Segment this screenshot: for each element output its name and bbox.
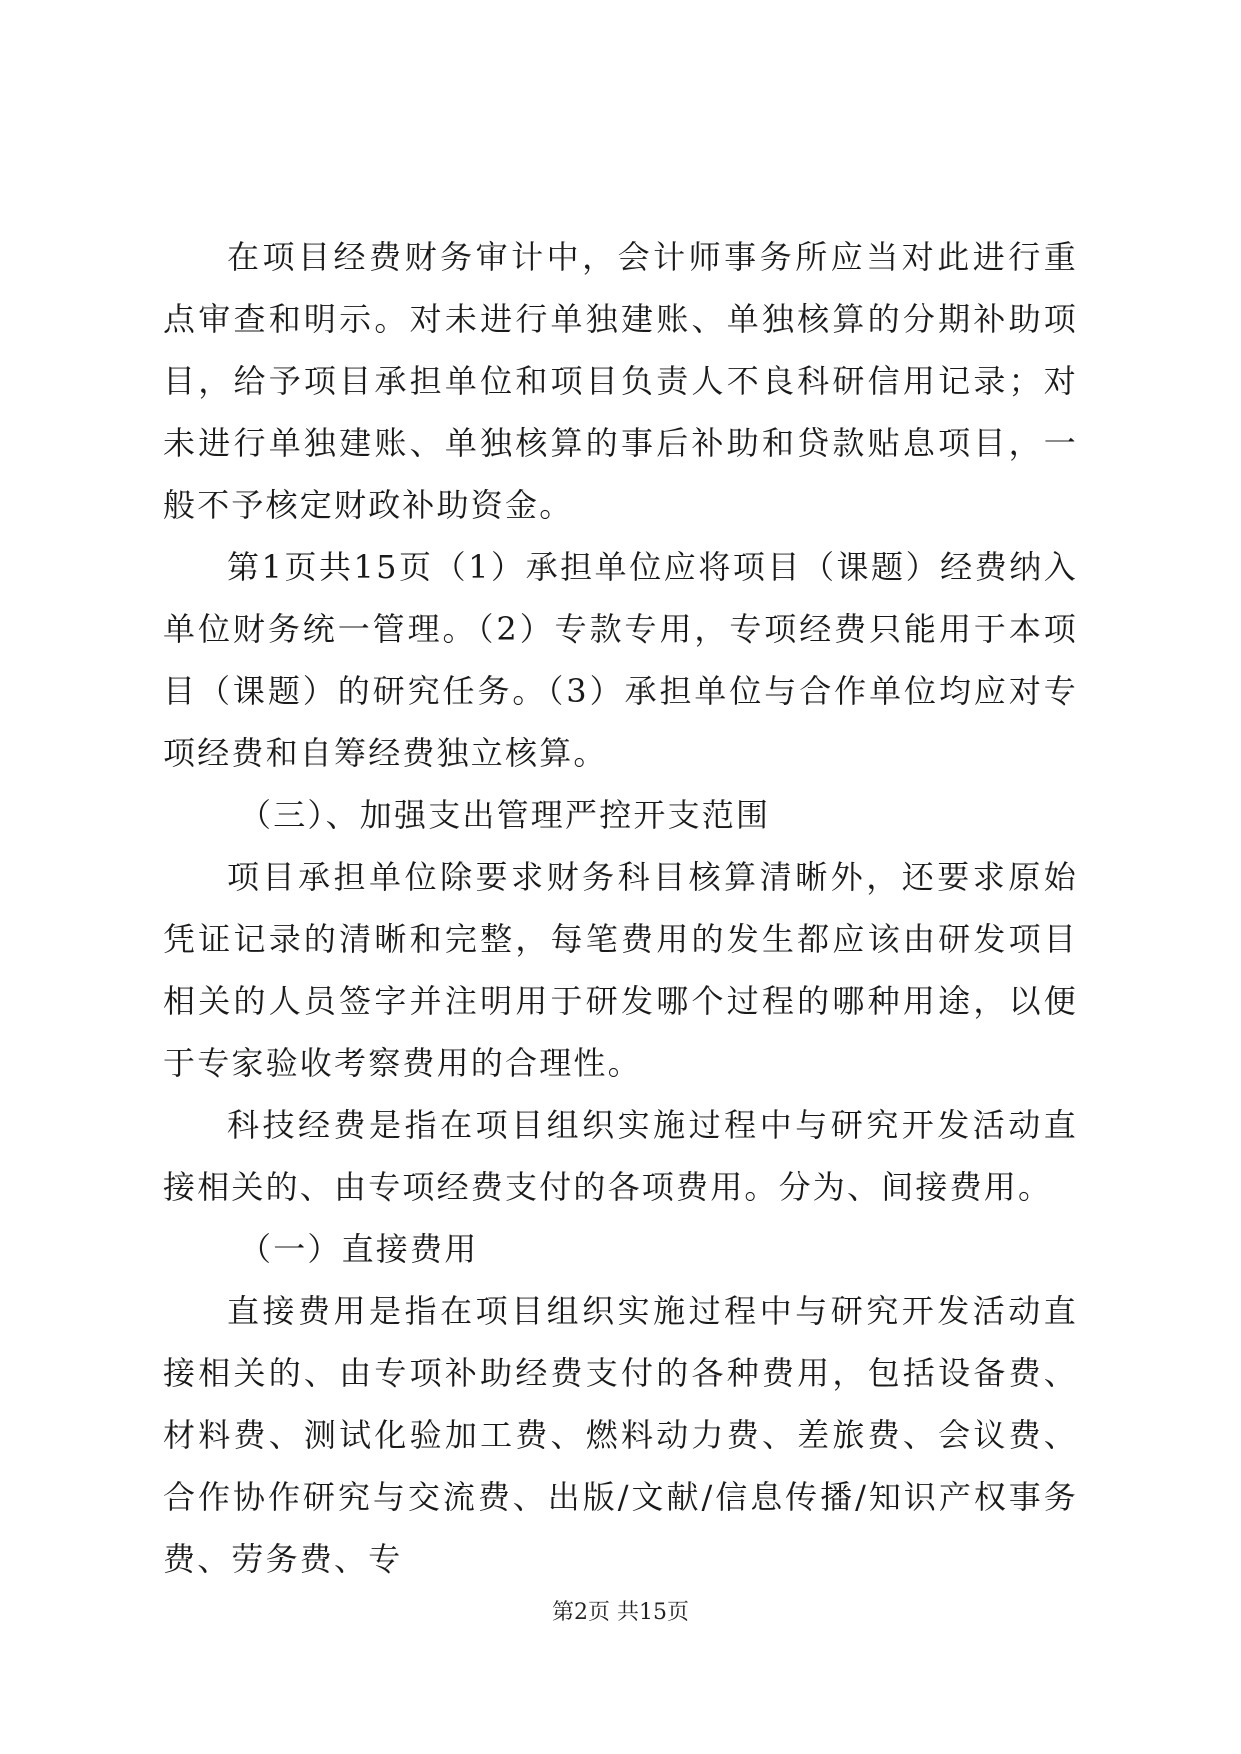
section-heading-direct-costs: （一）直接费用	[239, 1230, 479, 1268]
paragraph-vouchers: 项目承担单位除要求财务科目核算清晰外，还要求原始凭证记录的清晰和完整，每笔费用的发生都应该由研发项目相关的人员签字并注明用于研发哪个过程的哪种用途，以便于专家验收考察费用的合理性。	[163, 858, 1078, 1082]
paragraph-audit: 在项目经费财务审计中，会计师事务所应当对此进行重点审查和明示。对未进行单独建账、单独核算的分期补助项目，给予项目承担单位和项目负责人不良科研信用记录；对未进行单独建账、单独核算的事后补助和贷款贴息项目，一般不予核定财政补助资金。	[163, 238, 1078, 524]
page-number-footer: 第2页 共15页	[552, 1600, 689, 1625]
section-heading-expense-control: （三）、加强支出管理严控开支范围	[239, 796, 771, 834]
paragraph-direct-costs: 直接费用是指在项目组织实施过程中与研究开发活动直接相关的、由专项补助经费支付的各种费用，包括设备费、材料费、测试化验加工费、燃料动力费、差旅费、会议费、合作协作研究与交流费、出版/文献/信息传播/知识产权事务费、劳务费、专	[163, 1292, 1078, 1578]
paragraph-management: 第1页共15页（1）承担单位应将项目（课题）经费纳入单位财务统一管理。（2）专款专用，专项经费只能用于本项目（课题）的研究任务。（3）承担单位与合作单位均应对专项经费和自筹经费独立核算。	[163, 548, 1078, 772]
paragraph-funding-definition: 科技经费是指在项目组织实施过程中与研究开发活动直接相关的、由专项经费支付的各项费用。分为、间接费用。	[163, 1106, 1078, 1206]
document-body	[163, 226, 1078, 1590]
